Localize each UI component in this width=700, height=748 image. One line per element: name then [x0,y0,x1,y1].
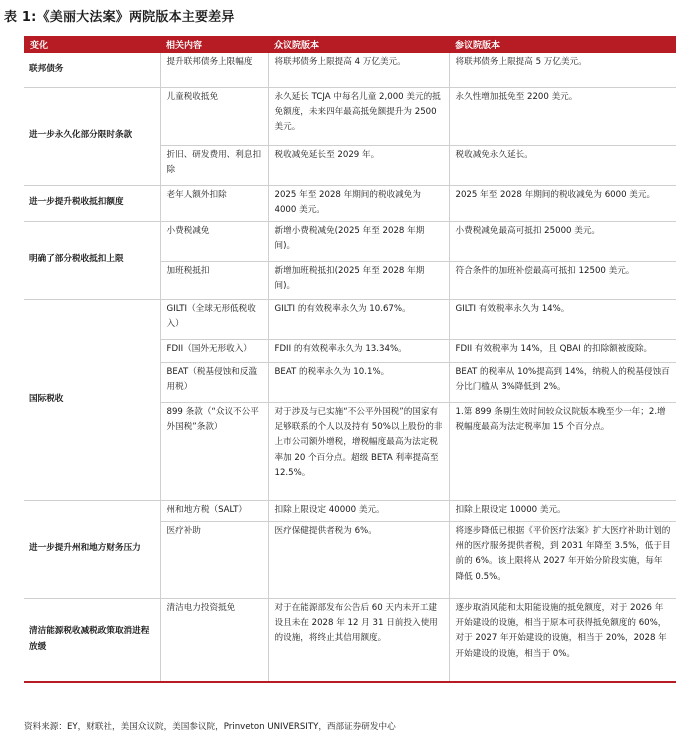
change-cell: 国际税收 [24,299,160,500]
table-row [24,598,676,682]
change-cell: 明确了部分税收抵扣上限 [24,221,160,299]
item-cell: 小费税减免 [160,221,268,261]
senate-cell: 逐步取消风能和太阳能设施的抵免额度，对于 2026 年开始建设的设施，相当于原本可获得抵免额度的 60%，对于 2027 年开始建设的设施，相当于 20%，2028 年开始建设的设施，相当于 0%。 [449,598,676,682]
table-title: 表 1:《美丽大法案》两院版本主要差异 [4,10,235,25]
house-cell: 医疗保健提供者税为 6%。 [268,521,449,598]
house-cell: 永久延长 TCJA 中每名儿童 2,000 美元的抵免额度，未来四年最高抵免额提升为 2500 美元。 [268,87,449,145]
table-row [24,87,676,145]
header-senate: 参议院版本 [449,36,676,53]
senate-cell: 2025 年至 2028 年期间的税收减免为 6000 美元。 [449,185,676,221]
house-cell: 2025 年至 2028 年期间的税收减免为 4000 美元。 [268,185,449,221]
comparison-table [24,36,676,683]
table-row [24,53,676,87]
item-cell: 儿童税收抵免 [160,87,268,145]
senate-cell: 扣除上限设定 10000 美元。 [449,500,676,521]
item-cell: BEAT（税基侵蚀和反滥用税） [160,362,268,402]
header-house: 众议院版本 [268,36,449,53]
senate-cell: GILTI 有效税率永久为 14%。 [449,299,676,339]
item-cell: 医疗补助 [160,521,268,598]
change-cell: 清洁能源税收减税政策取消进程放缓 [24,598,160,682]
item-cell: 提升联邦债务上限幅度 [160,53,268,87]
item-cell: 清洁电力投资抵免 [160,598,268,682]
item-cell: 899 条款（“众议不公平外国税”条款） [160,402,268,500]
item-cell: 老年人额外扣除 [160,185,268,221]
change-cell: 联邦债务 [24,53,160,87]
item-cell: 折旧、研发费用、利息扣除 [160,145,268,185]
change-cell: 进一步提升税收抵扣额度 [24,185,160,221]
house-cell: 税收减免延长至 2029 年。 [268,145,449,185]
item-cell: GILTI（全球无形低税收入） [160,299,268,339]
house-cell: 新增小费税减免(2025 年至 2028 年期间)。 [268,221,449,261]
house-cell: BEAT 的税率永久为 10.1%。 [268,362,449,402]
item-cell: 州和地方税（SALT） [160,500,268,521]
house-cell: 扣除上限设定 40000 美元。 [268,500,449,521]
table-row [24,299,676,339]
table-header-row [24,36,676,53]
header-change: 变化 [24,36,160,53]
senate-cell: 符合条件的加班补偿最高可抵扣 12500 美元。 [449,261,676,299]
senate-cell: 永久性增加抵免至 2200 美元。 [449,87,676,145]
item-cell: 加班税抵扣 [160,261,268,299]
table-row [24,500,676,521]
house-cell: 将联邦债务上限提高 4 万亿美元。 [268,53,449,87]
change-cell: 进一步提升州和地方财务压力 [24,500,160,598]
house-cell: 新增加班税抵扣(2025 年至 2028 年期间)。 [268,261,449,299]
table-row [24,185,676,221]
house-cell: FDII 的有效税率永久为 13.34%。 [268,339,449,362]
senate-cell: 1.第 899 条剔生效时间较众议院版本晚至少一年；2.增税幅度最高为法定税率加 15 个百分点。 [449,402,676,500]
source-note: 资料来源：EY，财联社，美国众议院，美国参议院，Prinveton UNIVERSITY，西部证券研发中心 [24,722,396,732]
change-cell: 进一步永久化部分限时条款 [24,87,160,185]
house-cell: 对于涉及与已实施“不公平外国税”的国家有足够联系的个人以及持有 50%以上股份的非上市公司额外增税，增税幅度最高为法定税率加 20 个百分点。超级 BETA 利率提高至 12.5%。 [268,402,449,500]
header-item: 相关内容 [160,36,268,53]
senate-cell: FDII 有效税率为 14%，且 QBAI 的扣除额被废除。 [449,339,676,362]
senate-cell: 将逐步降低已根据《平价医疗法案》扩大医疗补助计划的州的医疗服务提供者税，到 2031 年降至 3.5%，低于目前的 6%。该上限将从 2027 年开始分阶段实施，每年降低 0.5%。 [449,521,676,598]
senate-cell: 税收减免永久延长。 [449,145,676,185]
senate-cell: 小费税减免最高可抵扣 25000 美元。 [449,221,676,261]
senate-cell: 将联邦债务上限提高 5 万亿美元。 [449,53,676,87]
item-cell: FDII（国外无形收入） [160,339,268,362]
table-row [24,221,676,261]
house-cell: 对于在能源部发布公告后 60 天内未开工建设且未在 2028 年 12 月 31 日前投入使用的设施，将终止其信用额度。 [268,598,449,682]
house-cell: GILTI 的有效税率永久为 10.67%。 [268,299,449,339]
senate-cell: BEAT 的税率从 10%提高到 14%，纳税人的税基侵蚀百分比门槛从 3%降低到 2%。 [449,362,676,402]
